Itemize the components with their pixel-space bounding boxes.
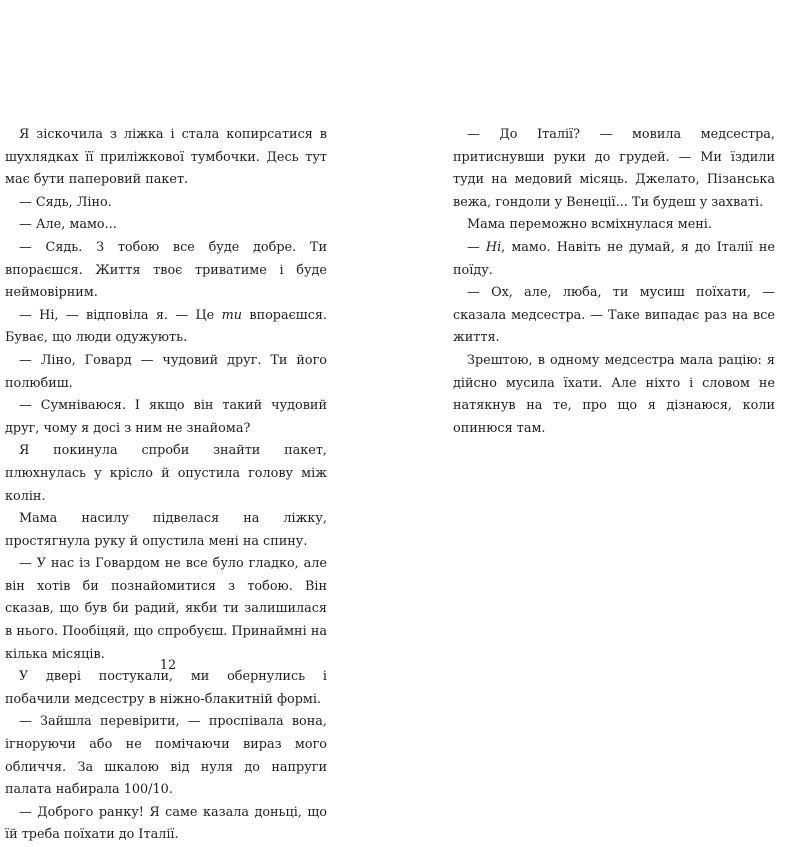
- paragraph: У двері постукали, ми обернулись і побачили медсестру в ніжно-блакитній формі.: [5, 669, 327, 707]
- paragraph: Я покинула спроби знайти пакет, плюхнулась у крісло й опустила голову між колін.: [5, 443, 327, 504]
- left-page: [5, 124, 327, 847]
- paragraph: Зрештою, в одному медсестра мала рацію: я дійсно мусила їхати. Але ніхто і словом не натякнув на те, про що я дізнаюся, коли опинюся там.: [453, 352, 775, 436]
- paragraph: — Ох, але, люба, ти мусиш поїхати, — сказала медсестра. — Таке випадає раз на все життя.: [453, 285, 775, 346]
- page-number: 12: [159, 658, 177, 673]
- paragraph: — Доброго ранку! Я саме казала доньці, що їй треба поїхати до Італії.: [5, 804, 327, 843]
- emphasis: Ні: [485, 239, 502, 255]
- paragraph: — Ні, мамо. Навіть не думай, я до Італії не поїду.: [453, 239, 775, 278]
- right-page: [453, 124, 775, 440]
- emphasis: ти: [221, 307, 242, 323]
- paragraph: — Сядь. З тобою все буде добре. Ти впораєшся. Життя твоє триватиме і буде неймовірним.: [5, 239, 327, 301]
- paragraph: Мама переможно всміхнулася мені.: [467, 217, 712, 233]
- paragraph: — До Італії? — мовила медсестра, притиснувши руки до грудей. — Ми їздили туди на медовий місяць. Джелато, Пізанська вежа, гондоли у Венеції... Ти будеш у захваті.: [453, 127, 775, 210]
- paragraph: — Зайшла перевірити, — проспівала вона, ігноруючи або не помічаючи вираз мого обличчя. За шкалою від нуля до напруги палата набирала 100/10.: [5, 714, 327, 798]
- paragraph: Мама насилу підвелася на ліжку, простягнула руку й опустила мені на спину.: [5, 511, 327, 549]
- paragraph: Я зіскочила з ліжка і стала копирсатися в шухлядках її приліжкової тумбочки. Десь тут має бути паперовий пакет.: [5, 127, 327, 188]
- paragraph: — Але, мамо...: [19, 217, 117, 233]
- paragraph: — Сумніваюся. І якщо він такий чудовий друг, чому я досі з ним не знайома?: [5, 398, 327, 436]
- paragraph: — Ні, — відповіла я. — Це ти впораєшся. Буває, що люди одужують.: [5, 307, 327, 346]
- paragraph: — Сядь, Ліно.: [19, 194, 112, 210]
- paragraph: — Ліно, Говард — чудовий друг. Ти його полюбиш.: [5, 352, 327, 391]
- paragraph: — У нас із Говардом не все було гладко, але він хотів би познайомитися з тобою. Він сказав, що був би радий, якби ти залишилася в нього. Пообіцяй, що спробуєш. Принаймні на кілька місяців.: [5, 556, 327, 662]
